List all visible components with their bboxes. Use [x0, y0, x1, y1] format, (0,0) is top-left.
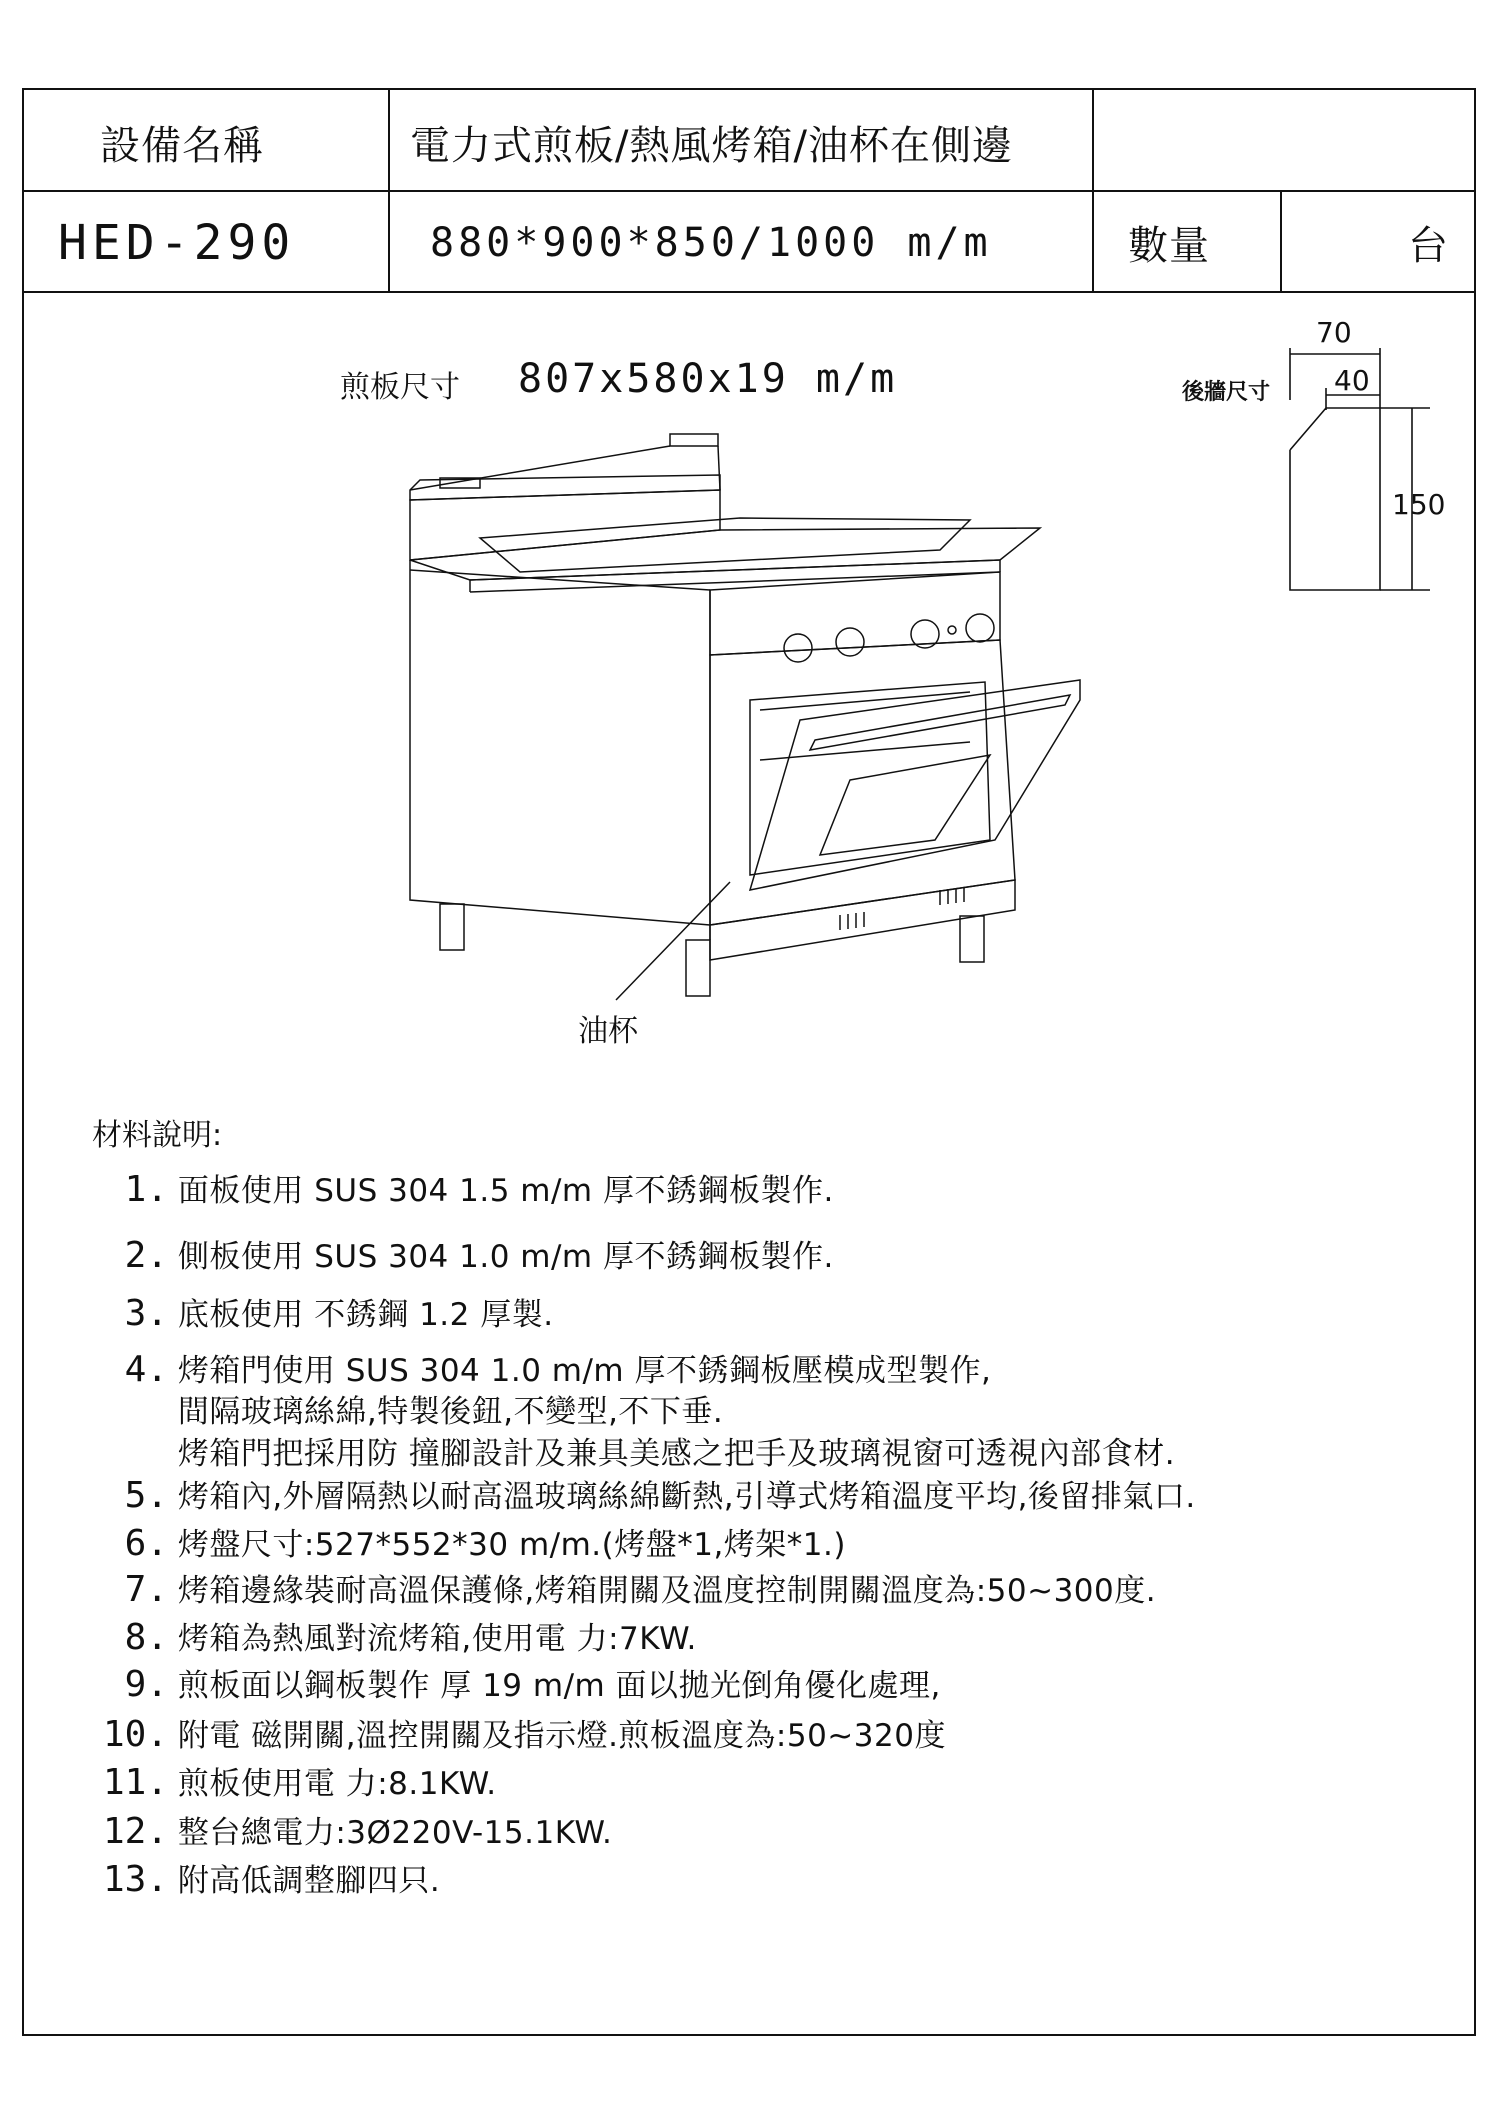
- list-item: [100, 1660, 941, 1705]
- item-text: 附高低調整腳四只.: [177, 1863, 441, 1899]
- header-divider-2: [22, 291, 1476, 293]
- list-item: [100, 1428, 1175, 1473]
- list-item: [100, 1231, 834, 1276]
- item-text: 附電 磁開關,溫控開關及指示燈.煎板溫度為:50~320度: [177, 1718, 946, 1754]
- item-text: 烤箱邊緣裝耐高溫保護條,烤箱開關及溫度控制開關溫度為:50~300度.: [177, 1573, 1157, 1609]
- item-number: 3.: [124, 1293, 168, 1334]
- backwall-dim-height: 150: [1392, 488, 1446, 521]
- backwall-size-label: 後牆尺寸: [1182, 380, 1271, 405]
- item-number: 12.: [102, 1811, 168, 1852]
- equipment-name-value: 電力式煎板/熱風烤箱/油杯在側邊: [410, 123, 1013, 169]
- backwall-profile-drawing: [1280, 340, 1460, 610]
- overall-dimensions: 880*900*850/1000 m/m: [430, 219, 992, 266]
- griddle-size-value: 807x580x19 m/m: [518, 356, 898, 402]
- list-item: [100, 1386, 723, 1431]
- item-text: 側板使用 SUS 304 1.0 m/m 厚不銹鋼板製作.: [177, 1239, 834, 1275]
- item-text: 烤箱為熱風對流烤箱,使用電 力:7KW.: [177, 1621, 697, 1657]
- item-number: 13.: [102, 1859, 168, 1900]
- item-number: 1.: [124, 1169, 168, 1210]
- item-text: 煎板使用電 力:8.1KW.: [177, 1766, 497, 1802]
- list-item: [100, 1565, 1156, 1610]
- backwall-dim-inner: 40: [1334, 364, 1370, 397]
- header-col-divider-1: [388, 88, 390, 291]
- header-divider-1: [22, 190, 1476, 192]
- item-number: 9.: [124, 1664, 168, 1705]
- list-item: [100, 1165, 834, 1210]
- list-item: [100, 1471, 1196, 1516]
- list-item: [100, 1710, 946, 1755]
- item-text: 煎板面以鋼板製作 厚 19 m/m 面以拋光倒角優化處理,: [177, 1668, 941, 1704]
- item-number: 4.: [124, 1349, 168, 1390]
- list-item: [100, 1289, 554, 1334]
- item-text: 烤箱內,外層隔熱以耐高溫玻璃絲綿斷熱,引導式烤箱溫度平均,後留排氣口.: [177, 1479, 1196, 1515]
- griddle-size-label: 煎板尺寸: [340, 370, 460, 405]
- list-item: [100, 1345, 991, 1390]
- item-text: 底板使用 不銹鋼 1.2 厚製.: [177, 1297, 554, 1333]
- list-item: [100, 1613, 697, 1658]
- item-text: 整台總電力:3Ø220V-15.1KW.: [177, 1815, 613, 1851]
- item-text: 烤箱門使用 SUS 304 1.0 m/m 厚不銹鋼板壓模成型製作,: [177, 1353, 992, 1389]
- item-number: 10.: [102, 1714, 168, 1755]
- item-text: 烤箱門把採用防 撞腳設計及兼具美感之把手及玻璃視窗可透視內部食材.: [177, 1436, 1176, 1472]
- item-text: 面板使用 SUS 304 1.5 m/m 厚不銹鋼板製作.: [177, 1173, 834, 1209]
- materials-title: 材料說明:: [92, 1118, 223, 1153]
- header-col-divider-3: [1280, 190, 1282, 291]
- item-number: 8.: [124, 1617, 168, 1658]
- item-text: 間隔玻璃絲綿,特製後鈕,不變型,不下垂.: [177, 1394, 724, 1430]
- item-number: 11.: [102, 1762, 168, 1803]
- unit-label: 台: [1408, 223, 1449, 269]
- backwall-dim-top: 70: [1316, 316, 1352, 349]
- quantity-label: 數量: [1128, 223, 1210, 269]
- header-col-divider-2: [1092, 88, 1094, 291]
- list-item: [100, 1855, 440, 1900]
- list-item: [100, 1807, 612, 1852]
- oil-cup-label: 油杯: [578, 1014, 638, 1049]
- equipment-name-label: 設備名稱: [100, 123, 264, 169]
- list-item: [100, 1519, 846, 1564]
- item-text: 烤盤尺寸:527*552*30 m/m.(烤盤*1,烤架*1.): [177, 1527, 846, 1563]
- item-number: 5.: [124, 1475, 168, 1516]
- item-number: 2.: [124, 1235, 168, 1276]
- item-number: 6.: [124, 1523, 168, 1564]
- model-number: HED-290: [58, 214, 296, 271]
- item-number: 7.: [124, 1569, 168, 1610]
- list-item: [100, 1758, 497, 1803]
- griddle-oven-drawing: [380, 420, 1100, 1020]
